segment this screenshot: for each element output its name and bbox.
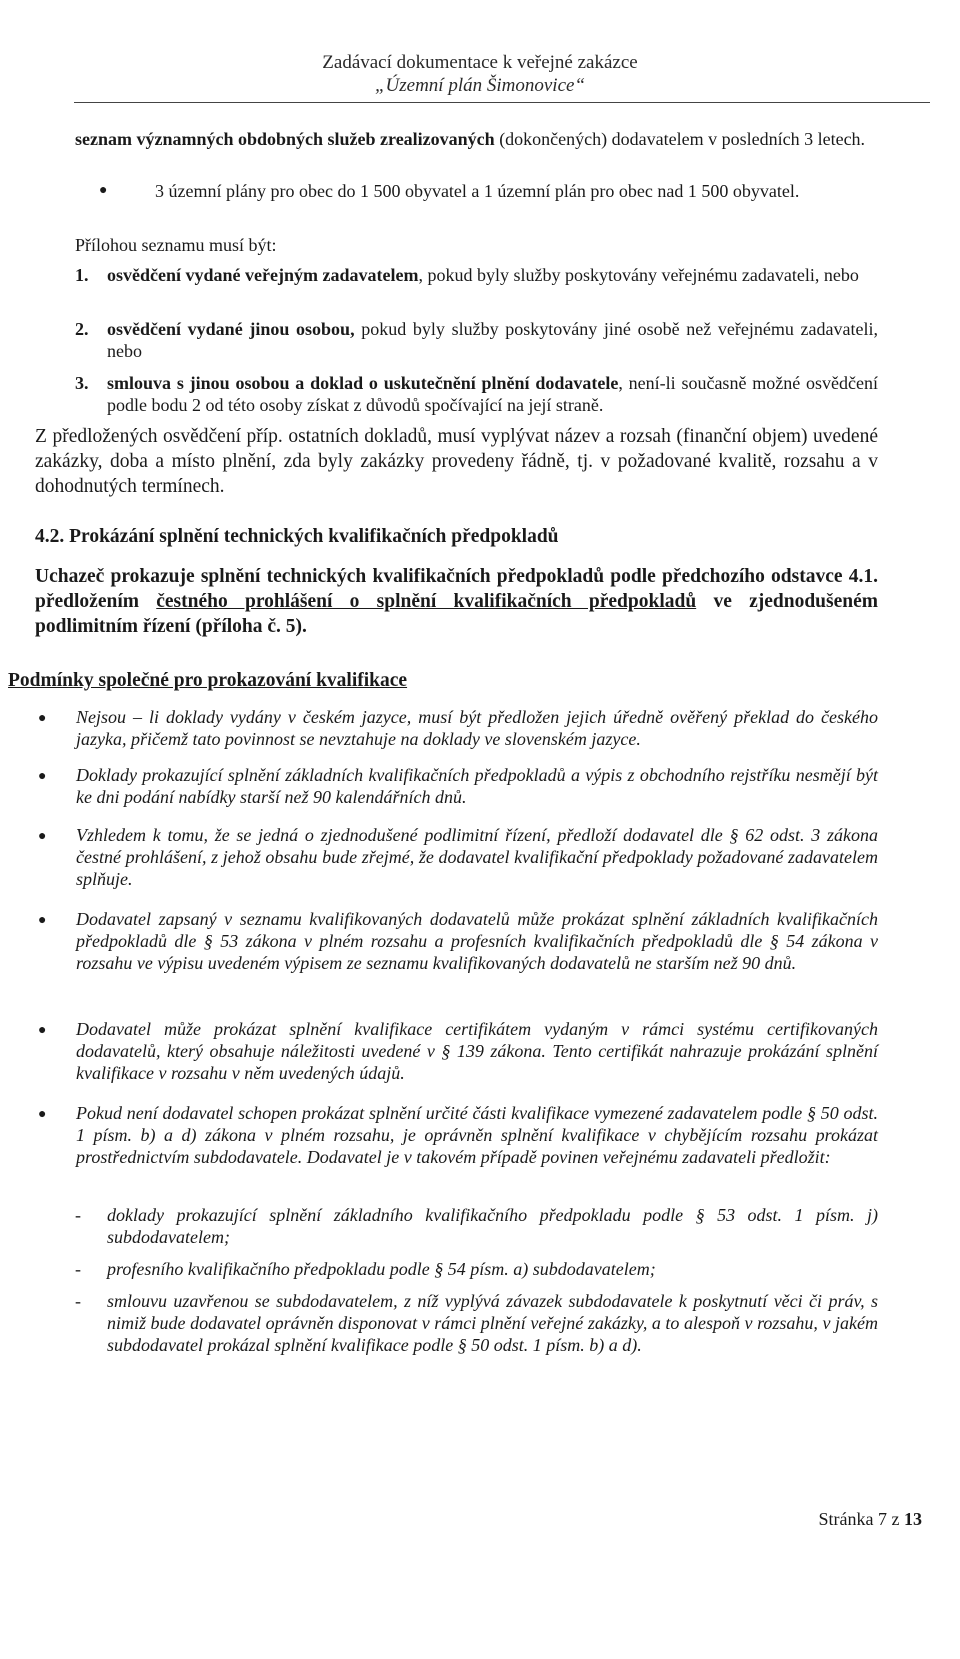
section-text-underlined: čestného prohlášení o splnění kvalifikačních předpokladů (156, 591, 697, 612)
attach-item (107, 318, 878, 362)
section-text-b: ve zjednodušeném podlimitním řízení (příloha č. 5). (35, 591, 879, 637)
attach-item-bold: osvědčení vydané jinou osobou, (107, 319, 355, 339)
attach-item-bold: smlouva s jinou osobou a doklad o uskutečnění plnění dodavatele (107, 373, 619, 393)
dash-marker: - (75, 1291, 81, 1311)
page-number-total: 13 (904, 1509, 922, 1529)
bullet-icon: ● (38, 913, 47, 928)
attach-item-rest: pokud byly služby poskytovány jiné osobě než veřejnému zadavateli, nebo (107, 319, 878, 361)
dash-marker: - (75, 1259, 81, 1279)
dash-item: smlouvu uzavřenou se subdodavatelem, z níž vyplývá závazek subdodavatele k poskytnutí věci či práv, s nimiž bude dodavatel oprávněn disponovat v rámci plnění veřejné zakázky, a to alespoň v rozsahu, v jakém subdodavatel prokázal splnění kvalifikace podle § 50 odst. 1 písm. b) a d). (107, 1291, 878, 1355)
bullet-icon: ● (99, 183, 108, 198)
header-rule (74, 102, 930, 103)
list-number: 1. (75, 265, 89, 285)
common-bullet: Vzhledem k tomu, že se jedná o zjednodušené podlimitní řízení, předloží dodavatel dle § 62 odst. 3 zákona čestné prohlášení, z jehož obsahu bude zřejmé, že dodavatel kvalifikační předpoklady požadované zadavatelem splňuje. (76, 825, 878, 889)
attach-item-rest: , pokud byly služby poskytovány veřejnému zadavateli, nebo (418, 265, 859, 285)
common-bullet: Nejsou – li doklady vydány v českém jazyce, musí být předložen jejich úředně ověřený překlad do českého jazyka, přičemž tato povinnost se nevztahuje na doklady ve slovenském jazyce. (76, 707, 878, 749)
page-number (819, 1508, 922, 1530)
intro-rest: (dokončených) dodavatelem v posledních 3 letech. (494, 129, 866, 149)
list-number: 2. (75, 319, 89, 339)
summary-paragraph: Z předložených osvědčení příp. ostatních dokladů, musí vyplývat název a rozsah (finanční objem) uvedené zakázky, doba a místo plnění, zda byly zakázky provedeny řádně, tj. v požadované kvalitě, rozsahu a v dohodnutých termínech. (35, 426, 878, 497)
common-bullet: Dodavatel zapsaný v seznamu kvalifikovaných dodavatelů může prokázat splnění základních kvalifikačních předpokladů dle § 53 zákona v plném rozsahu a profesních kvalifikačních předpokladů dle § 54 zákona v rozsahu ve výpisu uvedeném výpisem ze seznamu kvalifikovaných dodavatelů ne starším než 90 dnů. (76, 909, 878, 973)
bullet-icon: ● (38, 829, 47, 844)
section-paragraph (35, 564, 878, 639)
dash-item: profesního kvalifikačního předpokladu podle § 54 písm. a) subdodavatelem; (107, 1259, 656, 1279)
bullet-icon: ● (38, 769, 47, 784)
common-bullet: Doklady prokazující splnění základních kvalifikačních předpokladů a výpis z obchodního rejstříku nesmějí být ke dni podání nabídky starší než 90 kalendářních dnů. (76, 765, 878, 807)
bullet-icon: ● (38, 1107, 47, 1122)
list-number: 3. (75, 373, 89, 393)
attach-item (107, 372, 878, 416)
bullet-icon: ● (38, 1023, 47, 1038)
attach-heading: Přílohou seznamu musí být: (75, 235, 277, 255)
section-heading: 4.2. Prokázání splnění technických kvalifikačních předpokladů (35, 526, 559, 547)
bullet-icon: ● (38, 711, 47, 726)
intro-bold: seznam významných obdobných služeb zrealizovaných (75, 129, 495, 149)
common-bullet: Dodavatel může prokázat splnění kvalifikace certifikátem vydaným v rámci systému certifikovaných dodavatelů, který obsahuje náležitosti uvedené v § 139 zákona. Tento certifikát nahrazuje prokázání splnění kvalifikace v rozsahu v něm uvedených údajů. (76, 1019, 878, 1083)
intro-bullet: 3 územní plány pro obec do 1 500 obyvatel a 1 územní plán pro obec nad 1 500 obyvatel. (155, 181, 800, 201)
common-conditions-heading: Podmínky společné pro prokazování kvalifikace (8, 670, 408, 691)
section-text-a: Uchazeč prokazuje splnění technických kvalifikačních předpokladů podle předchozího odstavce 4.1. předložením (35, 566, 878, 612)
dash-item: doklady prokazující splnění základního kvalifikačního předpokladu podle § 53 odst. 1 písm. j) subdodavatelem; (107, 1205, 878, 1247)
header-subtitle: „Územní plán Šimonovice“ (374, 75, 586, 96)
dash-marker: - (75, 1205, 81, 1225)
attach-item-rest: , není-li současně možné osvědčení podle bodu 2 od této osoby získat z důvodů spočívající na její straně. (107, 373, 878, 415)
common-bullet: Pokud není dodavatel schopen prokázat splnění určité části kvalifikace vymezené zadavatelem podle § 50 odst. 1 písm. b) a d) zákona v plném rozsahu, je oprávněn splnění kvalifikace v chybějícím rozsahu prokázat prostřednictvím subdodavatele. Dodavatel je v takovém případě povinen veřejnému zadavateli předložit: (76, 1103, 878, 1167)
page-number-prefix: Stránka 7 z (818, 1509, 904, 1529)
intro-paragraph (75, 128, 878, 150)
attach-item-bold: osvědčení vydané veřejným zadavatelem (107, 265, 419, 285)
attach-item (107, 264, 878, 286)
header-title: Zadávací dokumentace k veřejné zakázce (322, 52, 638, 73)
